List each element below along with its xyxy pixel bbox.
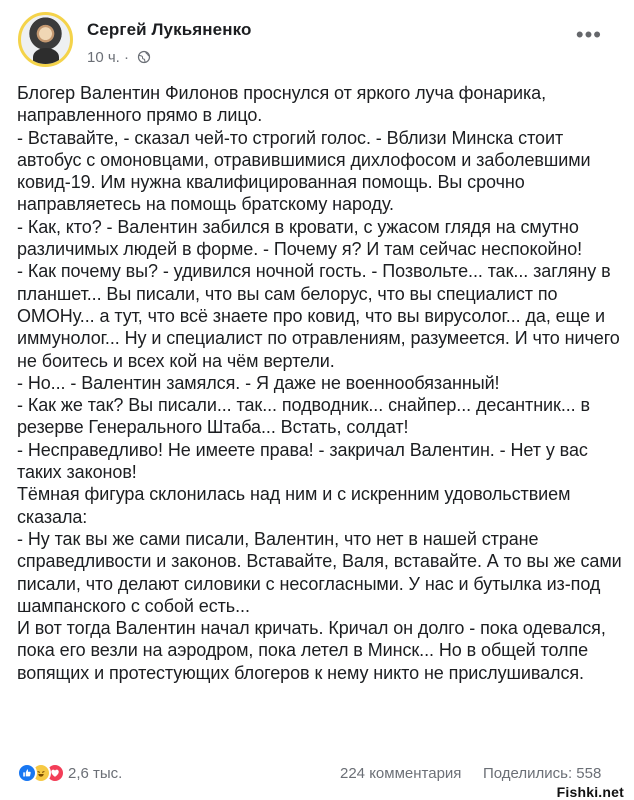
- reaction-count[interactable]: 2,6 тыс.: [68, 765, 123, 782]
- share-count[interactable]: Поделились: 558: [483, 765, 602, 782]
- globe-icon: [137, 50, 151, 64]
- author-name[interactable]: Сергей Лукьяненко: [87, 20, 252, 39]
- like-icon: [17, 763, 37, 783]
- post-time[interactable]: 10 ч. ·: [87, 49, 129, 66]
- more-options-icon[interactable]: •••: [575, 22, 602, 47]
- post-meta: [87, 49, 151, 66]
- post-footer: [17, 759, 622, 789]
- post-header: [18, 12, 618, 66]
- site-watermark: Fishki.net: [556, 784, 624, 800]
- post-text: Блогер Валентин Филонов проснулся от яркого луча фонарика, направленного прямо в лицо. - Вставайте, - сказал чей-то строгий голос. - Вблизи Минска стоит автобус с омоновцами, отравившимися дихлофосом и заболевшими ковид-19. Им нужна квалифицированная помощь. Вы срочно направляетесь на помощь братскому народу. - Как, кто? - Валентин забился в кровати, с ужасом глядя на смутно различимых людей в форме. - Почему я? И там сейчас неспокойно! - Как почему вы? - удивился ночной гость. - Позвольте... так... загляну в планшет... Вы писали, что вы сам белорус, что вы специалист по ОМОНу... а тут, что всё знаете про ковид, что вы вирусолог... да, еще и иммунолог... Ну и специалист по отравлениям, разумеется. И что ничего не боитесь и всех кой на чём вертели. - Но... - Валентин замялся. - Я даже не военнообязанный! - Как же так? Вы писали... так... подводник... снайпер... десантник... в резерве Генерального Штаба... Встать, солдат! - Несправедливо! Не имеете права! - закричал Валентин. - Нет у вас таких законов! Тёмная фигура склонилась над ним и с искренним удовольствием сказала: - Ну так вы же сами писали, Валентин, что нет в нашей стране справедливости и законов. Вставайте, Валя, вставайте. А то вы же сами писали, что делают силовики с несогласными. У нас и бутылка из-под шампанского с собой есть... И вот тогда Валентин начал кричать. Кричал он долго - пока одевался, пока его везли на аэродром, пока летел в Минск... Но в общей толпе вопящих и протестующих блогеров к нему никто не прислушивался.: [17, 83, 622, 683]
- author-avatar[interactable]: [18, 12, 73, 67]
- comment-count[interactable]: 224 комментария: [340, 765, 462, 782]
